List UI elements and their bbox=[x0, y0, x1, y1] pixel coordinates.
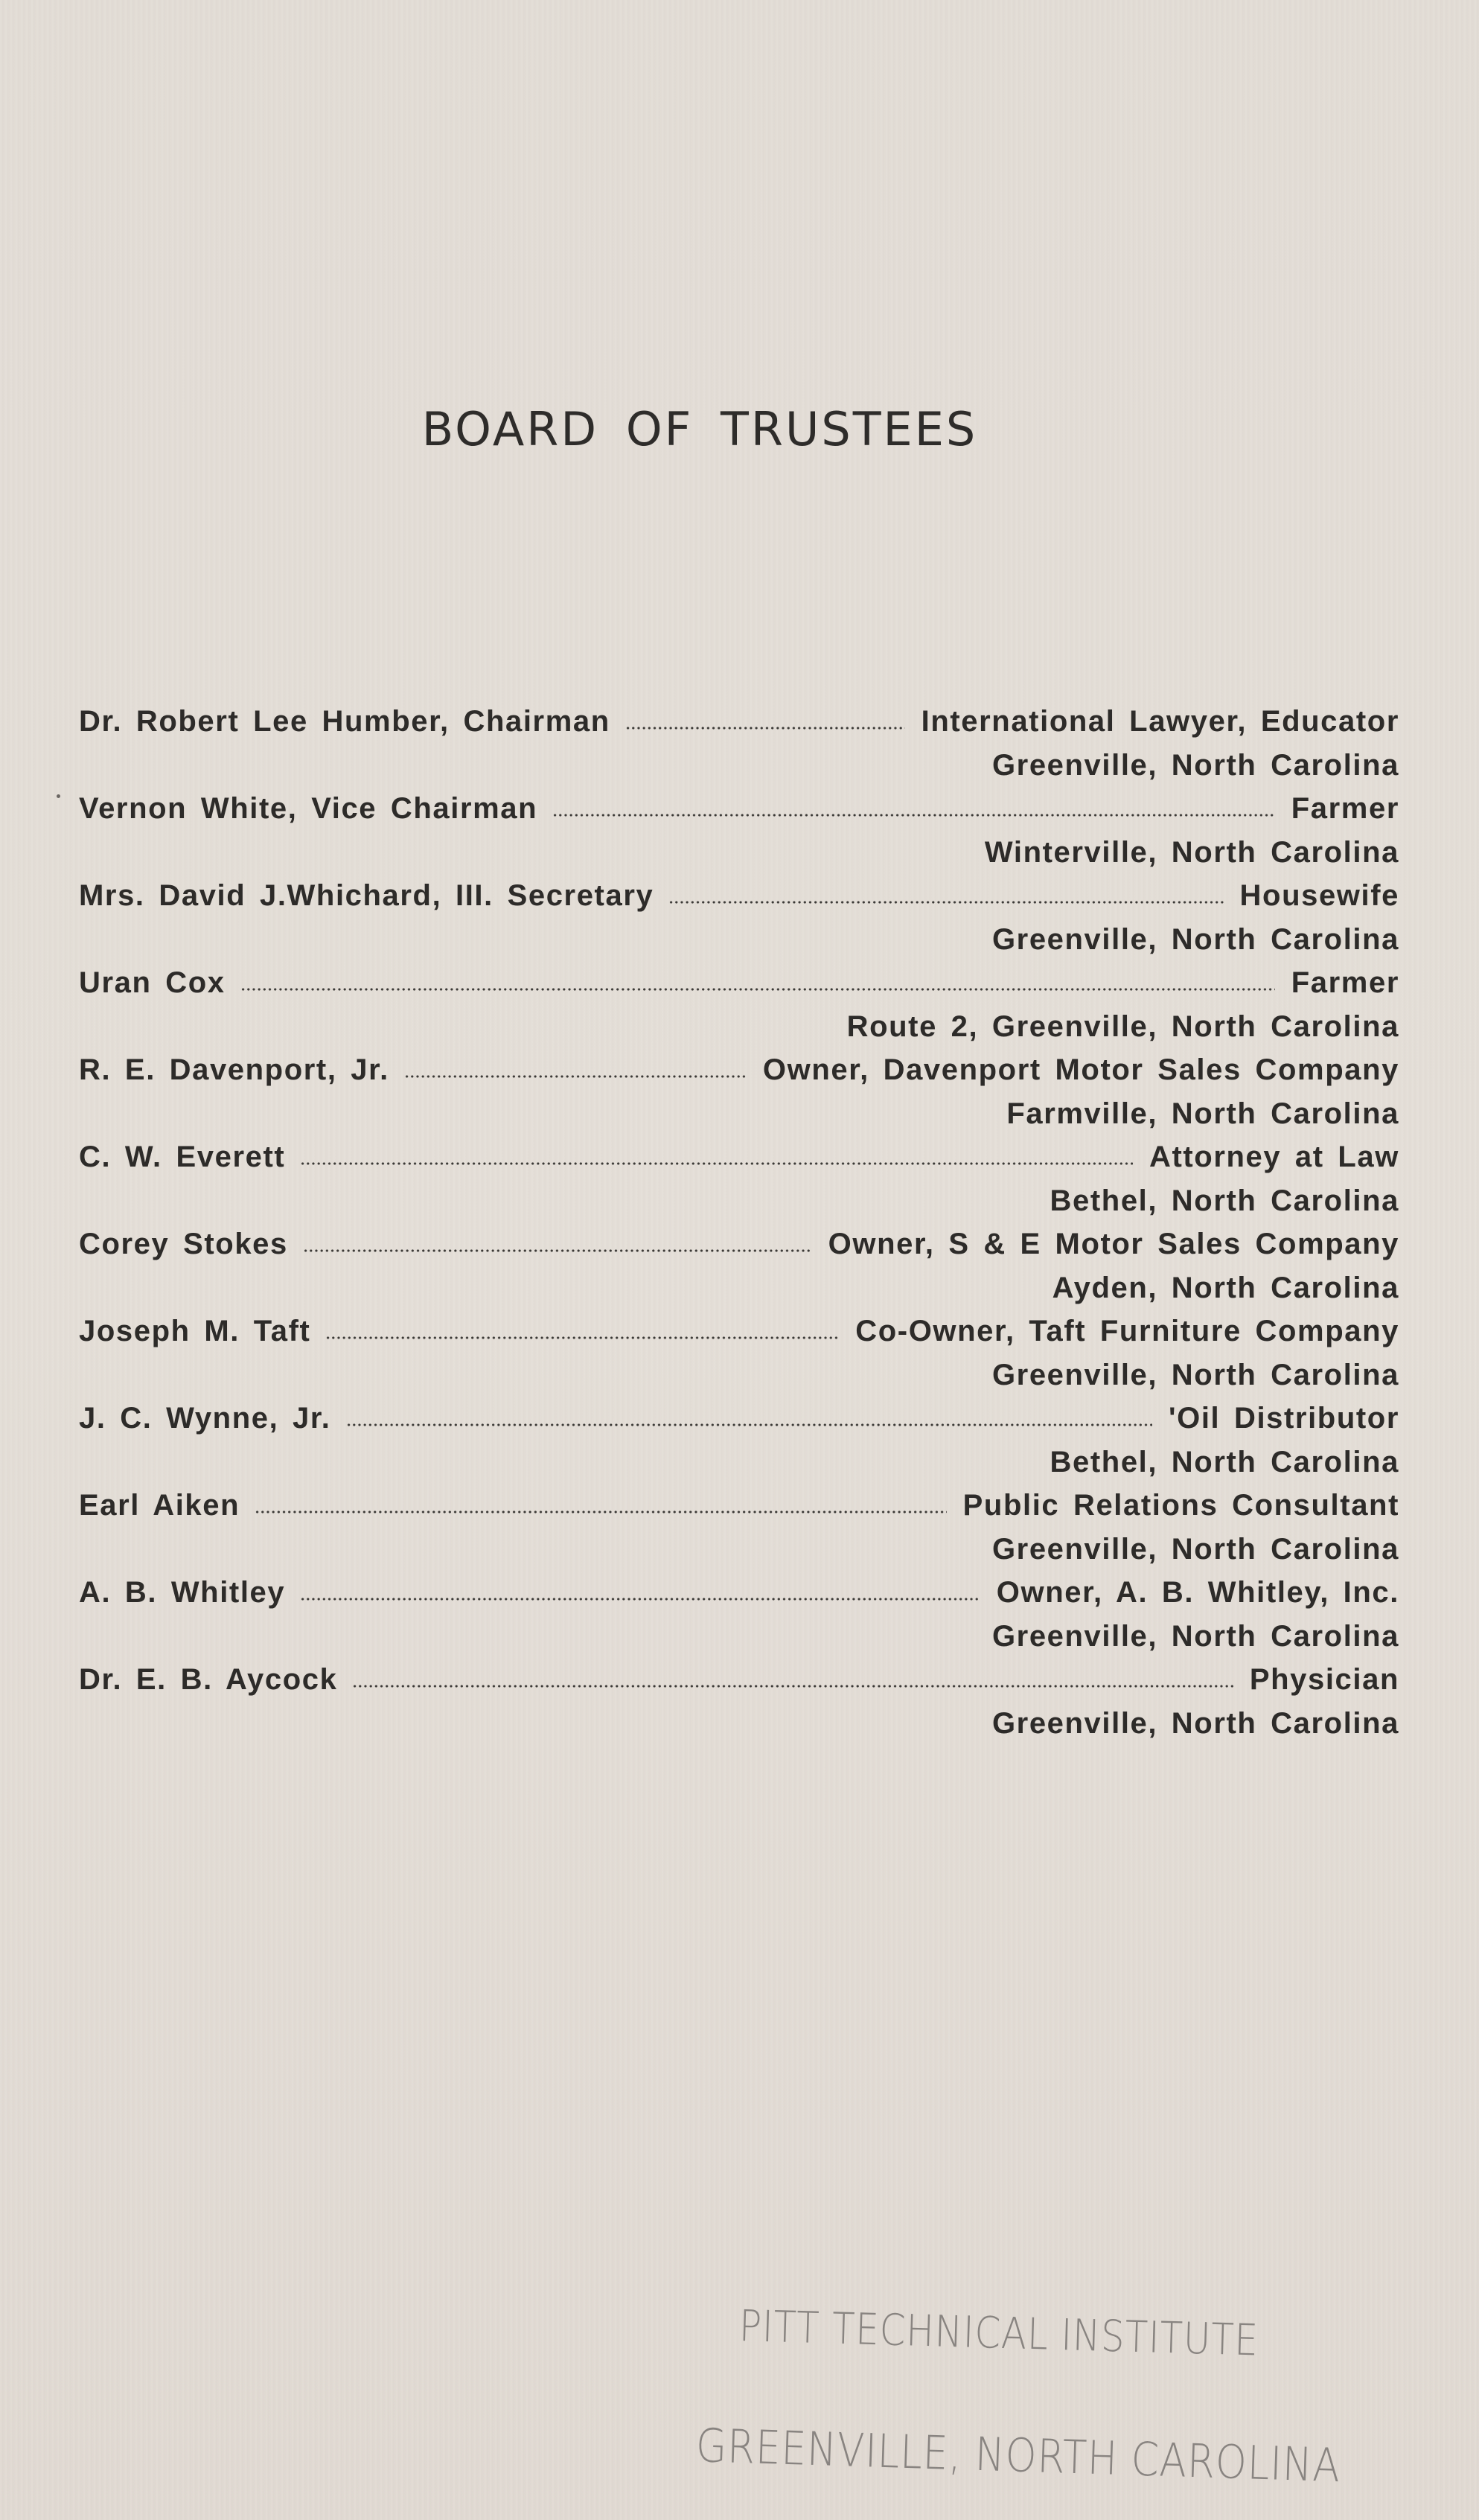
trustee-name: Joseph M. Taft bbox=[79, 1315, 311, 1347]
page-title: BOARD OF TRUSTEES bbox=[421, 401, 978, 456]
trustee-location: Greenville, North Carolina bbox=[991, 1532, 1399, 1566]
trustee-occupation: Attorney at Law bbox=[1149, 1141, 1399, 1173]
trustee-entry bbox=[79, 1571, 1399, 1658]
trustee-occupation: Physician bbox=[1249, 1663, 1399, 1696]
trustee-line bbox=[79, 1397, 1399, 1441]
dot-leader bbox=[240, 988, 1275, 991]
trustee-entry bbox=[79, 787, 1399, 874]
trustee-entry bbox=[79, 874, 1399, 961]
trustee-roster bbox=[79, 700, 1399, 1745]
institution-stamp-location: GREENVILLE, NORTH CAROLINA bbox=[694, 2418, 1342, 2493]
trustee-location: Greenville, North Carolina bbox=[991, 748, 1399, 782]
trustee-name: Dr. Robert Lee Humber, Chairman bbox=[79, 705, 610, 738]
trustee-line bbox=[79, 1484, 1399, 1528]
trustee-occupation: Housewife bbox=[1239, 879, 1399, 912]
trustee-line bbox=[79, 1310, 1399, 1353]
trustee-occupation: Co-Owner, Taft Furniture Company bbox=[855, 1315, 1399, 1347]
trustee-location: Route 2, Greenville, North Carolina bbox=[846, 1009, 1399, 1043]
trustee-name: Dr. E. B. Aycock bbox=[79, 1663, 338, 1696]
trustee-line bbox=[79, 961, 1399, 1005]
trustee-entry bbox=[79, 1135, 1399, 1222]
trustee-line bbox=[79, 700, 1399, 744]
dot-leader bbox=[352, 1685, 1233, 1688]
trustee-name: Earl Aiken bbox=[79, 1489, 240, 1522]
trustee-line bbox=[79, 1135, 1399, 1179]
trustee-name: A. B. Whitley bbox=[79, 1576, 286, 1609]
trustee-name: Uran Cox bbox=[79, 966, 226, 999]
trustee-entry bbox=[79, 700, 1399, 787]
trustee-location: Greenville, North Carolina bbox=[991, 922, 1399, 956]
institution-stamp-name: PITT TECHNICAL INSTITUTE bbox=[738, 2300, 1259, 2366]
trustee-name: Vernon White, Vice Chairman bbox=[79, 792, 538, 825]
dot-leader bbox=[346, 1423, 1152, 1426]
stray-ink-mark bbox=[57, 794, 60, 798]
trustee-location: Greenville, North Carolina bbox=[991, 1358, 1399, 1391]
trustee-location: Greenville, North Carolina bbox=[991, 1619, 1399, 1653]
trustee-name: R. E. Davenport, Jr. bbox=[79, 1053, 389, 1086]
trustee-entry bbox=[79, 1310, 1399, 1397]
dot-leader bbox=[300, 1162, 1133, 1165]
dot-leader bbox=[625, 727, 905, 730]
trustee-entry bbox=[79, 1048, 1399, 1135]
trustee-occupation: Owner, S & E Motor Sales Company bbox=[828, 1228, 1399, 1260]
trustee-line bbox=[79, 1222, 1399, 1266]
trustee-occupation: Owner, Davenport Motor Sales Company bbox=[762, 1053, 1399, 1086]
dot-leader bbox=[552, 814, 1275, 817]
dot-leader bbox=[668, 901, 1223, 904]
trustee-location: Ayden, North Carolina bbox=[1052, 1271, 1399, 1304]
trustee-location: Winterville, North Carolina bbox=[984, 835, 1399, 869]
trustee-location: Greenville, North Carolina bbox=[991, 1706, 1399, 1740]
trustee-location: Bethel, North Carolina bbox=[1050, 1184, 1399, 1217]
trustee-line bbox=[79, 874, 1399, 918]
trustee-occupation: Owner, A. B. Whitley, Inc. bbox=[996, 1576, 1399, 1609]
trustee-entry bbox=[79, 1222, 1399, 1310]
trustee-location: Farmville, North Carolina bbox=[1006, 1097, 1399, 1130]
trustee-occupation: International Lawyer, Educator bbox=[921, 705, 1399, 738]
dot-leader bbox=[255, 1511, 946, 1513]
trustee-occupation: Public Relations Consultant bbox=[962, 1489, 1399, 1522]
trustee-line bbox=[79, 1571, 1399, 1615]
dot-leader bbox=[300, 1598, 980, 1601]
trustee-name: Mrs. David J.Whichard, III. Secretary bbox=[79, 879, 654, 912]
trustee-occupation: Farmer bbox=[1291, 792, 1399, 825]
dot-leader bbox=[303, 1249, 812, 1252]
dot-leader bbox=[325, 1336, 839, 1339]
trustee-entry bbox=[79, 1484, 1399, 1571]
trustee-entry bbox=[79, 1658, 1399, 1745]
trustee-occupation: 'Oil Distributor bbox=[1169, 1402, 1399, 1435]
trustee-entry bbox=[79, 1397, 1399, 1484]
trustee-location: Bethel, North Carolina bbox=[1050, 1445, 1399, 1478]
trustee-entry bbox=[79, 961, 1399, 1048]
trustee-occupation: Farmer bbox=[1291, 966, 1399, 999]
dot-leader bbox=[404, 1075, 747, 1078]
trustee-name: Corey Stokes bbox=[79, 1228, 288, 1260]
trustee-line bbox=[79, 1658, 1399, 1702]
trustee-name: C. W. Everett bbox=[79, 1141, 286, 1173]
trustee-name: J. C. Wynne, Jr. bbox=[79, 1402, 331, 1435]
trustee-line bbox=[79, 787, 1399, 831]
trustee-line bbox=[79, 1048, 1399, 1092]
